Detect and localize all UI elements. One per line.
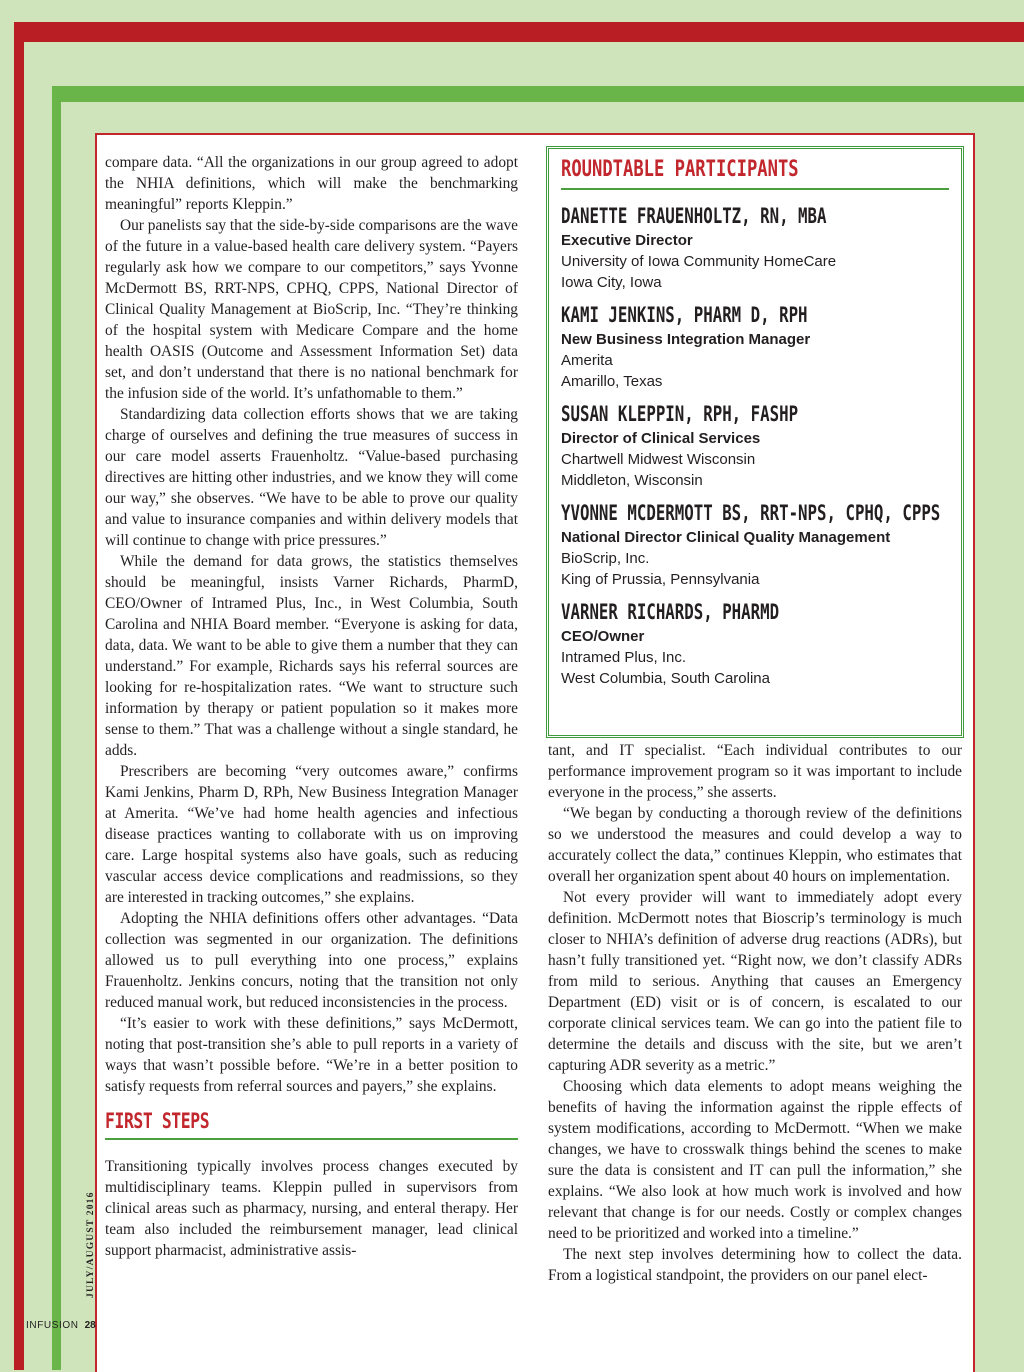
body-paragraph: Choosing which data elements to adopt means weighing the benefits of having the information against the ripple effects of system modifications, according to McDermott. “When we make changes, we have to crosswalk things behind the scenes to make sure the data is consistent and IT can pull the information,” she explains. “We also look at how much work is involved and how relevant that change is for our needs. Costly or complex changes need to be prioritized and worked into a timeline.” [548, 1078, 962, 1242]
red-frame-left [14, 22, 24, 1370]
participant-org: Amerita [561, 352, 613, 369]
section-rule [105, 1138, 518, 1140]
participant-location: Middleton, Wisconsin [561, 472, 703, 489]
right-column [548, 740, 962, 1286]
participant-name: VARNER RICHARDS, PHARMD [561, 600, 780, 624]
page-folio [26, 1320, 96, 1331]
green-frame-top [52, 86, 1024, 102]
body-paragraph: Transitioning typically involves process changes executed by multidisciplinary teams. Kleppin pulled in supervisors from clinical areas such as pharmacy, nursing, and enteral therapy. Her team also included the reimbursement manager, lead clinical support pharmacist, administrative assis- [105, 1158, 518, 1259]
page-number: 28 [84, 1320, 96, 1331]
participant-entry [561, 301, 949, 392]
sidebar-title: ROUNDTABLE PARTICIPANTS [561, 157, 799, 182]
participant-name: KAMI JENKINS, PHARM D, RPH [561, 303, 808, 327]
green-frame-left [52, 86, 61, 1370]
participant-org: Chartwell Midwest Wisconsin [561, 451, 756, 468]
participant-entry [561, 202, 949, 293]
participant-name: DANETTE FRAUENHOLTZ, RN, MBA [561, 204, 827, 228]
participant-location: West Columbia, South Carolina [561, 670, 770, 687]
participant-role: New Business Integration Manager [561, 331, 811, 348]
body-paragraph: Not every provider will want to immediately adopt every definition. McDermott notes that Bioscrip’s terminology is much closer to NHIA’s definition of adverse drug reactions (ADRs), but hasn’t fully transitioned yet. “Right now, we don’t classify ADRs from mild to serious. Anything that causes an Emergency Department (ED) visit or is of concern, is escalated to our corporate clinical services team. We can go into the patient file to determine the details and discuss with the site, but we aren’t capturing ADR severity as a metric.” [548, 889, 962, 1074]
body-paragraph: “It’s easier to work with these definitions,” says McDermott, noting that post-transition she’s able to pull reports in a variety of ways that wasn’t possible before. “We’re in a better position to satisfy requests from referral sources and payers,” she explains. [105, 1015, 518, 1095]
body-paragraph: While the demand for data grows, the statistics themselves should be meaningful, insists Varner Richards, PharmD, CEO/Owner of Intramed Plus, Inc., in West Columbia, South Carolina and NHIA Board member. “Everyone is asking for data, data, data. We want to be able to give them a number that they can understand.” For example, Richards says his referral sources are looking for re-hospitalization rates. “We want to structure such information by therapy or patient population so it makes more sense to them.” That was a challenge without a single standard, he adds. [105, 553, 518, 759]
body-paragraph: “We began by conducting a thorough review of the definitions so we understood the measures and could develop a way to accurately collect the data,” continues Kleppin, who estimates that overall her organization spent about 40 hours on implementation. [548, 805, 962, 885]
participant-location: King of Prussia, Pennsylvania [561, 571, 760, 588]
participant-location: Amarillo, Texas [561, 373, 663, 390]
participant-entry [561, 400, 949, 491]
body-paragraph: tant, and IT specialist. “Each individual contributes to our performance improvement program so it was important to include everyone in the process,” she asserts. [548, 742, 962, 801]
body-paragraph: Adopting the NHIA definitions offers other advantages. “Data collection was segmented in our organization. The definitions allowed us to pull everything into one process,” explains Frauenholtz. Jenkins concurs, noting that the transition not only reduced manual work, but reduced inconsistencies in the process. [105, 910, 518, 1011]
participant-role: National Director Clinical Quality Management [561, 529, 891, 546]
issue-date: JULY/AUGUST 2016 [86, 1191, 96, 1298]
participant-role: CEO/Owner [561, 628, 645, 645]
participant-role: Director of Clinical Services [561, 430, 761, 447]
section-heading: FIRST STEPS [105, 1109, 210, 1133]
participant-name: SUSAN KLEPPIN, RPH, FASHP [561, 402, 799, 426]
participant-entry [561, 499, 949, 590]
body-paragraph: The next step involves determining how to collect the data. From a logistical standpoint, the providers on our panel elect- [548, 1246, 962, 1284]
participant-role: Executive Director [561, 232, 693, 249]
participant-entry [561, 598, 949, 689]
roundtable-sidebar [546, 146, 964, 738]
participant-location: Iowa City, Iowa [561, 274, 662, 291]
magazine-name: INFUSION [26, 1320, 79, 1331]
participant-org: Intramed Plus, Inc. [561, 649, 687, 666]
sidebar-rule [561, 188, 949, 190]
participant-org: University of Iowa Community HomeCare [561, 253, 837, 270]
participant-org: BioScrip, Inc. [561, 550, 650, 567]
participant-name: YVONNE MCDERMOTT BS, RRT-NPS, CPHQ, CPPS [561, 501, 941, 525]
body-paragraph: Prescribers are becoming “very outcomes aware,” confirms Kami Jenkins, Pharm D, RPh, New Business Integration Manager at Amerita. “We’ve had home health agencies and infectious disease practices wanting to collaborate with us on improving care. Large hospital systems also have goals, such as reducing vascular access device complications and readmissions, so they are interested in tracking outcomes,” she explains. [105, 763, 518, 906]
red-frame-top [14, 22, 1024, 42]
left-column [105, 152, 518, 1261]
body-paragraph: Standardizing data collection efforts shows that we are taking charge of ourselves and defining the true measures of success in our care model asserts Frauenholtz. “Value-based purchasing directives are hitting other industries, and we know they will come our way,” she observes. “We have to be able to prove our quality and value to insurance companies and within delivery models that will continue to change with price pressures.” [105, 406, 518, 549]
body-paragraph: compare data. “All the organizations in our group agreed to adopt the NHIA definitions, which will make the benchmarking meaningful” reports Kleppin.” [105, 154, 518, 213]
body-paragraph: Our panelists say that the side-by-side comparisons are the wave of the future in a value-based health care delivery system. “Payers regularly ask how we compare to our competitors,” says Yvonne McDermott BS, RRT-NPS, CPHQ, CPPS, National Director of Clinical Quality Management at BioScrip, Inc. “They’re thinking of the hospital system with Medicare Compare and the home health OASIS (Outcome and Assessment Information Set) data set, and don’t understand that there is no national benchmark for the infusion side of the world. It’s unfathomable to them.” [105, 217, 518, 402]
